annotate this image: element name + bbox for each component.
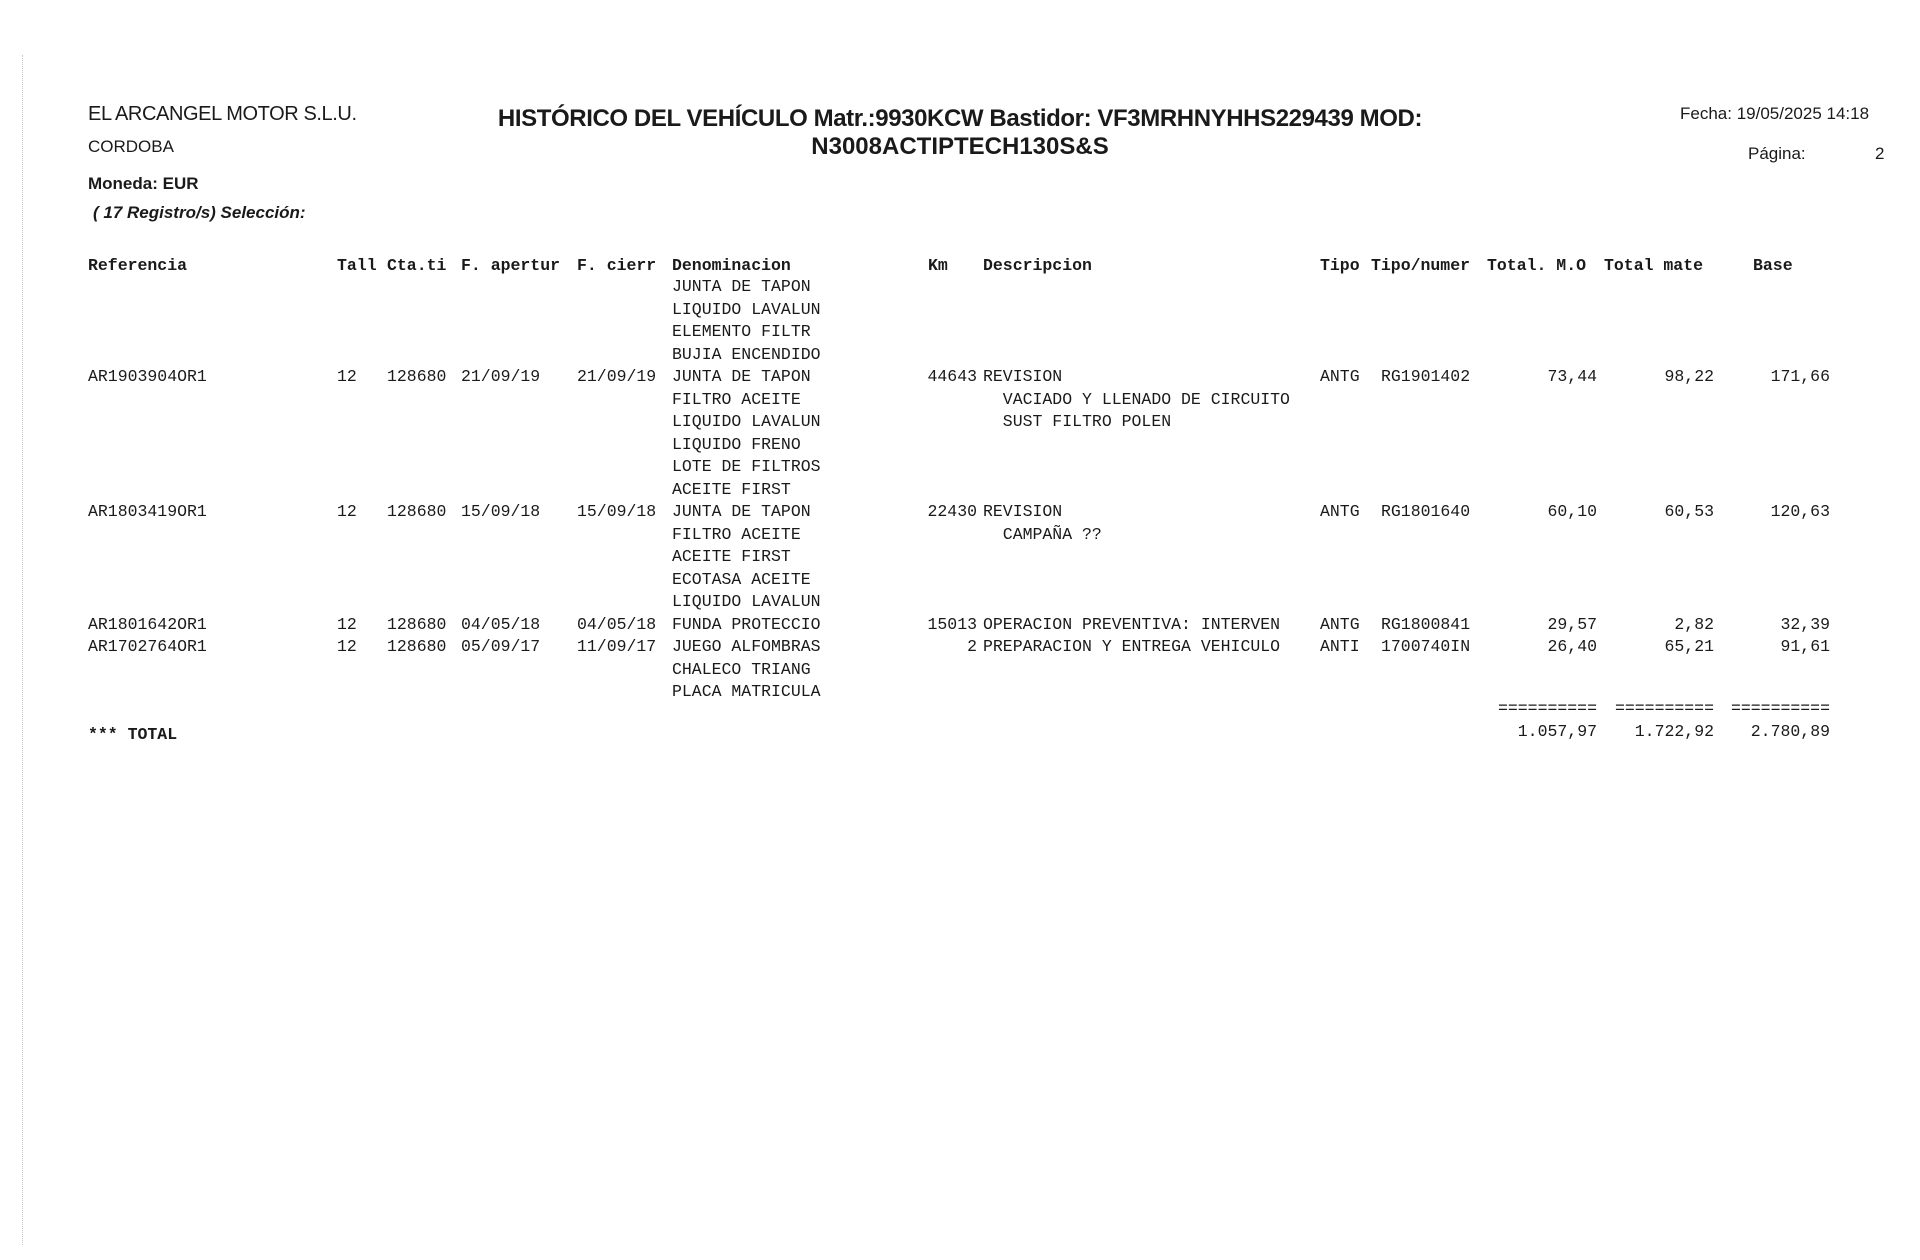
- denominacion-cell: LIQUIDO LAVALUN: [672, 299, 821, 319]
- denominacion-cell: FILTRO ACEITE: [672, 389, 801, 409]
- tall-cell: 12: [337, 502, 357, 521]
- col-referencia: Referencia: [88, 256, 188, 275]
- col-tipo-numero: Tipo/numer: [1371, 256, 1471, 275]
- base-cell: 171,66: [1770, 367, 1830, 386]
- denominacion-cell: BUJIA ENCENDIDO: [672, 344, 821, 364]
- denominacion-cell: LIQUIDO LAVALUN: [672, 592, 821, 611]
- descripcion-cell: REVISION: [983, 367, 1063, 386]
- page-edge-dots: [22, 55, 23, 1245]
- f-apertura-cell: 21/09/19: [461, 367, 541, 386]
- denominacion-cell: ACEITE FIRST: [672, 479, 791, 499]
- tall-cell: 12: [337, 614, 357, 634]
- cta-cell: 128680: [387, 367, 447, 386]
- denominacion-cell: FILTRO ACEITE: [672, 524, 801, 544]
- total-mo-cell: 60,10: [1547, 502, 1597, 521]
- base-cell: 91,61: [1780, 637, 1830, 656]
- descripcion-cell: CAMPAÑA ??: [983, 524, 1102, 544]
- selection-label: ( 17 Registro/s) Selección:: [93, 203, 306, 222]
- currency-label: Moneda: EUR: [88, 174, 199, 193]
- reference-cell: AR1903904OR1: [88, 367, 207, 386]
- report-title-line2: N3008ACTIPTECH130S&S: [811, 133, 1109, 160]
- total-mat-cell: 65,21: [1664, 637, 1714, 656]
- page-label: Página:: [1748, 144, 1806, 163]
- base-cell: 32,39: [1780, 614, 1830, 634]
- col-total-mat: Total mate: [1604, 256, 1704, 275]
- cta-cell: 128680: [387, 502, 447, 521]
- descripcion-cell: PREPARACION Y ENTREGA VEHICULO: [983, 637, 1281, 656]
- col-f-cierre: F. cierr: [577, 256, 657, 275]
- total-mo-cell: 26,40: [1547, 637, 1597, 656]
- tipo-numero-cell: RG1901402: [1381, 367, 1471, 386]
- descripcion-cell: VACIADO Y LLENADO DE CIRCUITO: [983, 389, 1290, 409]
- denominacion-cell: LOTE DE FILTROS: [672, 457, 821, 476]
- denominacion-cell: JUNTA DE TAPON: [672, 367, 811, 386]
- f-cierre-cell: 04/05/18: [577, 614, 657, 634]
- denominacion-cell: CHALECO TRIANG: [672, 659, 811, 679]
- total-mo-rule: ==========: [1497, 699, 1597, 718]
- cta-cell: 128680: [387, 637, 447, 656]
- f-cierre-cell: 15/09/18: [577, 502, 657, 521]
- company-city: CORDOBA: [88, 137, 174, 156]
- km-cell: 15013: [927, 614, 977, 634]
- base-cell: 120,63: [1770, 502, 1830, 521]
- col-denominacion: Denominacion: [672, 256, 791, 275]
- denominacion-cell: FUNDA PROTECCIO: [672, 614, 821, 634]
- total-mat-rule: ==========: [1614, 699, 1714, 718]
- col-f-apertura: F. apertur: [461, 256, 561, 275]
- base-rule: ==========: [1730, 699, 1830, 718]
- col-cta: Cta.ti: [387, 256, 447, 275]
- page-number: 2: [1875, 144, 1885, 163]
- tall-cell: 12: [337, 367, 357, 386]
- tall-cell: 12: [337, 637, 357, 656]
- denominacion-cell: ECOTASA ACEITE: [672, 569, 811, 589]
- denominacion-cell: ELEMENTO FILTR: [672, 322, 811, 341]
- km-cell: 22430: [927, 502, 977, 521]
- tipo-cell: ANTG: [1320, 614, 1360, 634]
- descripcion-cell: SUST FILTRO POLEN: [983, 412, 1172, 431]
- denominacion-cell: PLACA MATRICULA: [672, 682, 821, 701]
- grand-total-mo: 1.057,97: [1517, 722, 1597, 741]
- total-mat-cell: 98,22: [1664, 367, 1714, 386]
- descripcion-cell: OPERACION PREVENTIVA: INTERVEN: [983, 614, 1281, 634]
- tipo-cell: ANTG: [1320, 367, 1360, 386]
- km-cell: 44643: [927, 367, 977, 386]
- f-cierre-cell: 21/09/19: [577, 367, 657, 386]
- tipo-numero-cell: RG1800841: [1381, 614, 1471, 634]
- grand-total-base: 2.780,89: [1750, 722, 1830, 741]
- col-descripcion: Descripcion: [983, 256, 1092, 275]
- denominacion-cell: JUNTA DE TAPON: [672, 502, 811, 521]
- total-mat-cell: 60,53: [1664, 502, 1714, 521]
- denominacion-cell: ACEITE FIRST: [672, 547, 791, 566]
- total-mat-cell: 2,82: [1674, 614, 1714, 634]
- f-apertura-cell: 05/09/17: [461, 637, 541, 656]
- report-date: Fecha: 19/05/2025 14:18: [1680, 104, 1870, 123]
- denominacion-cell: LIQUIDO FRENO: [672, 434, 801, 454]
- col-tall: Tall: [337, 256, 377, 275]
- reference-cell: AR1801642OR1: [88, 614, 207, 634]
- report-title-line1: HISTÓRICO DEL VEHÍCULO Matr.:9930KCW Bastidor: VF3MRHNYHHS229439 MOD:: [497, 105, 1423, 132]
- total-mo-cell: 73,44: [1547, 367, 1597, 386]
- f-apertura-cell: 15/09/18: [461, 502, 541, 521]
- f-cierre-cell: 11/09/17: [577, 637, 657, 656]
- km-cell: 2: [967, 637, 977, 656]
- col-base: Base: [1753, 256, 1793, 275]
- tipo-numero-cell: RG1801640: [1381, 502, 1471, 521]
- reference-cell: AR1702764OR1: [88, 637, 207, 656]
- tipo-cell: ANTI: [1320, 637, 1360, 656]
- cta-cell: 128680: [387, 614, 447, 634]
- grand-total-mat: 1.722,92: [1634, 722, 1714, 741]
- denominacion-cell: JUNTA DE TAPON: [672, 277, 811, 296]
- col-km: Km: [928, 256, 948, 275]
- company-name: EL ARCANGEL MOTOR S.L.U.: [88, 103, 357, 125]
- descripcion-cell: REVISION: [983, 502, 1063, 521]
- total-mo-cell: 29,57: [1547, 614, 1597, 634]
- tipo-numero-cell: 1700740IN: [1381, 637, 1471, 656]
- col-tipo: Tipo: [1320, 256, 1360, 275]
- f-apertura-cell: 04/05/18: [461, 614, 541, 634]
- denominacion-cell: JUEGO ALFOMBRAS: [672, 637, 821, 656]
- total-label: *** TOTAL: [88, 725, 178, 744]
- denominacion-cell: LIQUIDO LAVALUN: [672, 412, 821, 431]
- tipo-cell: ANTG: [1320, 502, 1360, 521]
- reference-cell: AR1803419OR1: [88, 502, 207, 521]
- col-total-mo: Total. M.O: [1487, 256, 1587, 275]
